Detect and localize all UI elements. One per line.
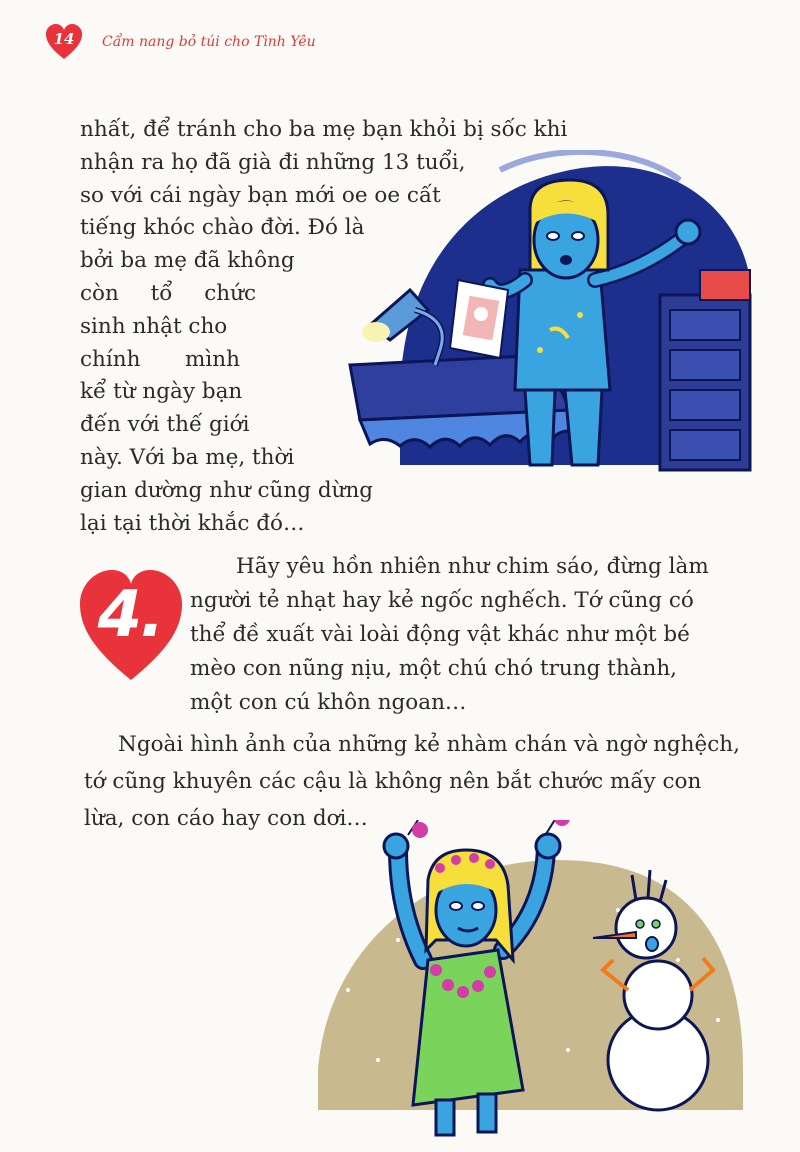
text-line: tớ cũng khuyên các cậu là không nên bắt chước mấy con (84, 769, 702, 794)
text-line: lừa, con cáo hay con dơi… (84, 806, 368, 831)
text-line: nhất, để tránh cho ba mẹ bạn khỏi bị sốc khi (80, 117, 568, 142)
text-line: bởi ba mẹ đã không (80, 248, 295, 274)
text-line: sinh nhật cho (80, 313, 228, 339)
text-line: kể từ ngày bạn (80, 379, 243, 405)
text-line (80, 278, 256, 311)
text-line: gian dường như cũng dừng (80, 477, 374, 503)
text-line: này. Với ba mẹ, thời (80, 444, 295, 470)
text-line: đến với thế giới (80, 412, 250, 438)
text-line: Hãy yêu hồn nhiên như chim sáo, đừng làm (236, 554, 709, 579)
page-number: 14 (53, 30, 75, 48)
text-line: nhận ra họ đã già đi những 13 tuổi, (80, 149, 466, 175)
night-girl-illustration (340, 150, 760, 480)
text-line: so với cái ngày bạn mới oe oe cất (80, 182, 441, 208)
text-word: còn (80, 280, 119, 306)
text-word: mình (185, 346, 240, 372)
text-word: chức (204, 280, 256, 306)
text-word: tổ (150, 280, 173, 306)
text-line: Ngoài hình ảnh của những kẻ nhàm chán và ngờ nghệch, (118, 732, 740, 757)
tip-paragraph (190, 550, 710, 720)
text-line (80, 344, 240, 377)
text-line: lại tại thời khắc đó… (80, 510, 305, 536)
running-title: Cẩm nang bỏ túi cho Tình Yêu (102, 34, 316, 50)
text-line: mèo con nũng nịu, một chú chó trung thành, (190, 656, 678, 681)
text-line: tiếng khóc chào đời. Đó là (80, 215, 365, 241)
tip-number: 4. (97, 578, 163, 652)
text-word: chính (80, 346, 141, 372)
text-line: thể đề xuất vài loài động vật khác như một bé (190, 622, 690, 647)
text-line: một con cú khôn ngoan… (190, 690, 467, 715)
snow-girl-snowman-illustration (318, 820, 748, 1145)
text-line: người tẻ nhạt hay kẻ ngốc nghếch. Tớ cũng có (190, 588, 694, 613)
